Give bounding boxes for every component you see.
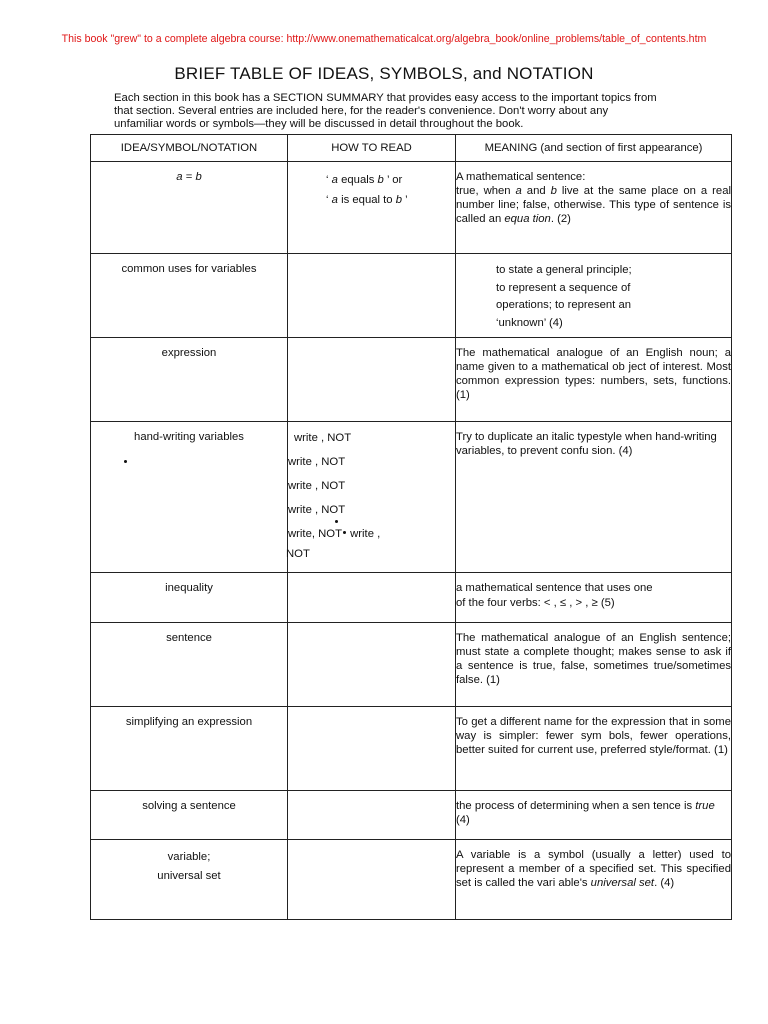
idea-label: hand-writing variables	[134, 431, 244, 443]
table-row	[91, 840, 732, 920]
idea-label: universal set	[157, 870, 221, 882]
meaning-cell	[456, 162, 732, 254]
table-row	[91, 254, 732, 338]
read-cell	[288, 422, 456, 573]
read-line: write , NOT	[288, 504, 346, 516]
read-cell	[288, 707, 456, 791]
top-note-link[interactable]: This book "grew" to a complete algebra course: http://www.onemathematicalcat.org/algebra_book/online_problems/table_of_contents.htm	[61, 33, 707, 45]
meaning-line: A mathematical sentence:	[456, 171, 586, 183]
meaning-cell: Try to duplicate an italic typestyle when hand-writing variables, to prevent confu sion. (4)	[456, 422, 732, 573]
meaning-cell: The mathematical analogue of an English noun; a name given to a mathematical ob ject of interest. Most common expression types: numbers, sets, functions. (1)	[456, 338, 732, 422]
idea-cell: expression	[91, 338, 288, 422]
bullet-dot	[124, 460, 127, 463]
read-cell	[288, 338, 456, 422]
read-cell	[288, 573, 456, 623]
meaning-line: ‘unknown’ (4)	[496, 316, 563, 329]
read-line: write , NOT	[294, 432, 352, 444]
read-cell	[288, 840, 456, 920]
idea-cell: sentence	[91, 623, 288, 707]
bullet-dot	[335, 520, 338, 523]
variable-a: a	[176, 171, 183, 183]
read-cell	[288, 623, 456, 707]
summary-table	[90, 134, 732, 920]
read-cell	[288, 791, 456, 840]
meaning-cell	[456, 254, 732, 338]
meaning-text: true, when a and b live at the same place on a real number line; false, otherwise. This type of sentence is called an equa tion. (2)	[456, 185, 731, 225]
read-line: ‘ a equals b ’ or	[326, 174, 403, 186]
table-row	[91, 573, 732, 623]
read-line: NOT	[286, 548, 310, 560]
column-header-idea: IDEA/SYMBOL/NOTATION	[91, 135, 288, 162]
read-line: ‘ a is equal to b ’	[326, 194, 408, 206]
idea-label: variable;	[167, 851, 211, 863]
equals-sign: =	[182, 171, 196, 183]
table-row	[91, 422, 732, 573]
bullet-dot	[343, 531, 346, 534]
table-row	[91, 791, 732, 840]
page-title: BRIEF TABLE OF IDEAS, SYMBOLS, and NOTATION	[174, 64, 594, 83]
read-line: write, NOT write ,	[288, 528, 381, 540]
meaning-line: a mathematical sentence that uses one	[456, 582, 653, 594]
read-cell	[288, 162, 456, 254]
table-row	[91, 623, 732, 707]
idea-cell: inequality	[91, 573, 288, 623]
read-line: write , NOT	[288, 480, 346, 492]
meaning-line: to represent a sequence of	[496, 281, 631, 294]
table-row	[91, 338, 732, 422]
meaning-cell: the process of determining when a sen tence is true (4)	[456, 791, 732, 840]
meaning-cell: A variable is a symbol (usually a letter) used to represent a member of a specified set. This specified set is called the vari able's universal set. (4)	[456, 840, 732, 920]
column-header-meaning: MEANING (and section of first appearance)	[456, 135, 732, 162]
meaning-cell: The mathematical analogue of an English sentence; must state a complete thought; makes sense to ask if a sentence is true, false, sometimes true/sometimes false. (1)	[456, 623, 732, 707]
table-header-row	[91, 135, 732, 162]
idea-cell	[91, 422, 288, 573]
table-row	[91, 707, 732, 791]
idea-cell: solving a sentence	[91, 791, 288, 840]
column-header-read: HOW TO READ	[288, 135, 456, 162]
variable-b: b	[195, 171, 202, 183]
meaning-line: to state a general principle;	[496, 264, 632, 276]
read-line: write , NOT	[288, 456, 346, 468]
table-row	[91, 162, 732, 254]
intro-paragraph: Each section in this book has a SECTION SUMMARY that provides easy access to the important topics from that section. Several entries are included here, for the reader's convenience. Don't worry about any unfamiliar words or symbols—they will be discussed in detail throughout the book.	[114, 92, 657, 131]
idea-cell	[91, 840, 288, 920]
meaning-cell	[456, 573, 732, 623]
meaning-line: of the four verbs: < , ≤ , > , ≥ (5)	[456, 597, 615, 609]
read-cell	[288, 254, 456, 338]
meaning-cell: To get a different name for the expression that in some way is simpler: fewer sym bols, fewer operations, better suited for current use, preferred style/format. (1)	[456, 707, 732, 791]
idea-cell: common uses for variables	[91, 254, 288, 338]
idea-cell	[91, 162, 288, 254]
meaning-line: operations; to represent an	[496, 299, 632, 311]
idea-cell: simplifying an expression	[91, 707, 288, 791]
